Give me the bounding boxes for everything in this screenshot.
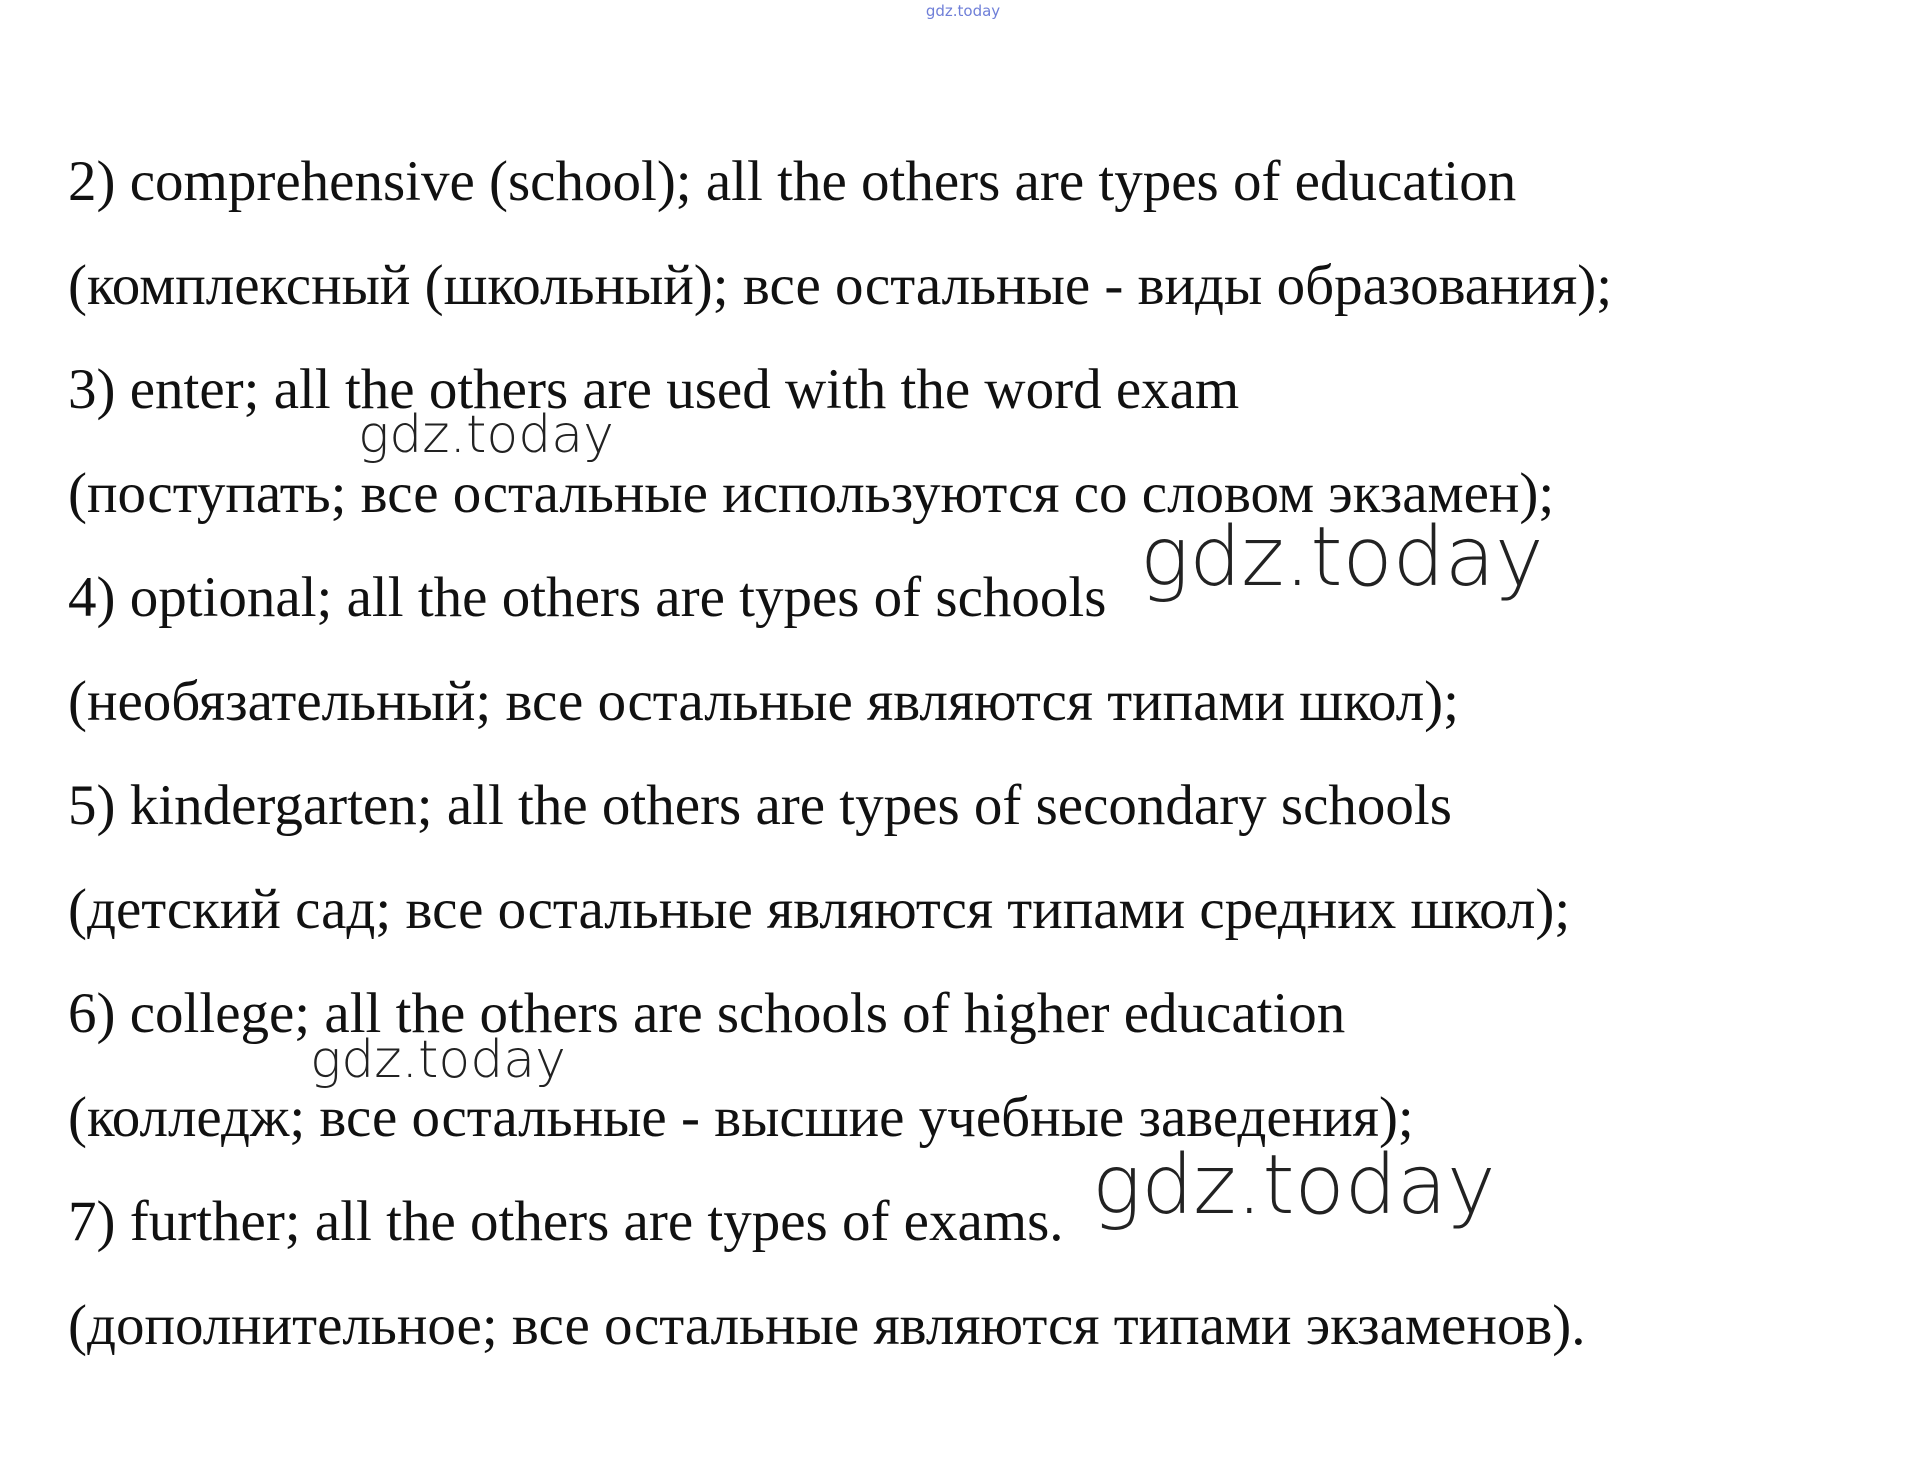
watermark-1: gdz.today (358, 405, 614, 465)
header-watermark: gdz.today (925, 2, 1001, 20)
answer-line-4-en: 4) optional; all the others are types of schools (68, 566, 1107, 629)
answer-line-3-en: 3) enter; all the others are used with the word exam (68, 358, 1240, 421)
watermark-3: gdz.today (310, 1030, 566, 1090)
answer-line-4-ru: (необязательный; все остальные являются типами школ); (68, 670, 1459, 733)
answer-line-6-en: 6) college; all the others are schools of higher education (68, 982, 1346, 1045)
answer-line-7-ru: (дополнительное; все остальные являются типами экзаменов). (68, 1294, 1586, 1357)
answer-line-2-ru: (комплексный (школьный); все остальные - виды образования); (68, 254, 1613, 317)
answer-list (68, 130, 1868, 1378)
watermark-4: gdz.today (1092, 1138, 1496, 1233)
answer-line-5-ru: (детский сад; все остальные являются типами средних школ); (68, 878, 1571, 941)
watermark-2: gdz.today (1140, 510, 1544, 605)
answer-line-7-en: 7) further; all the others are types of exams. (68, 1190, 1064, 1253)
answer-line-6-ru: (колледж; все остальные - высшие учебные заведения); (68, 1086, 1414, 1149)
answer-line-3-ru: (поступать; все остальные используются со словом экзамен); (68, 462, 1555, 525)
answer-line-2-en: 2) comprehensive (school); all the others are types of education (68, 150, 1517, 213)
answer-line-5-en: 5) kindergarten; all the others are types of secondary schools (68, 774, 1452, 837)
